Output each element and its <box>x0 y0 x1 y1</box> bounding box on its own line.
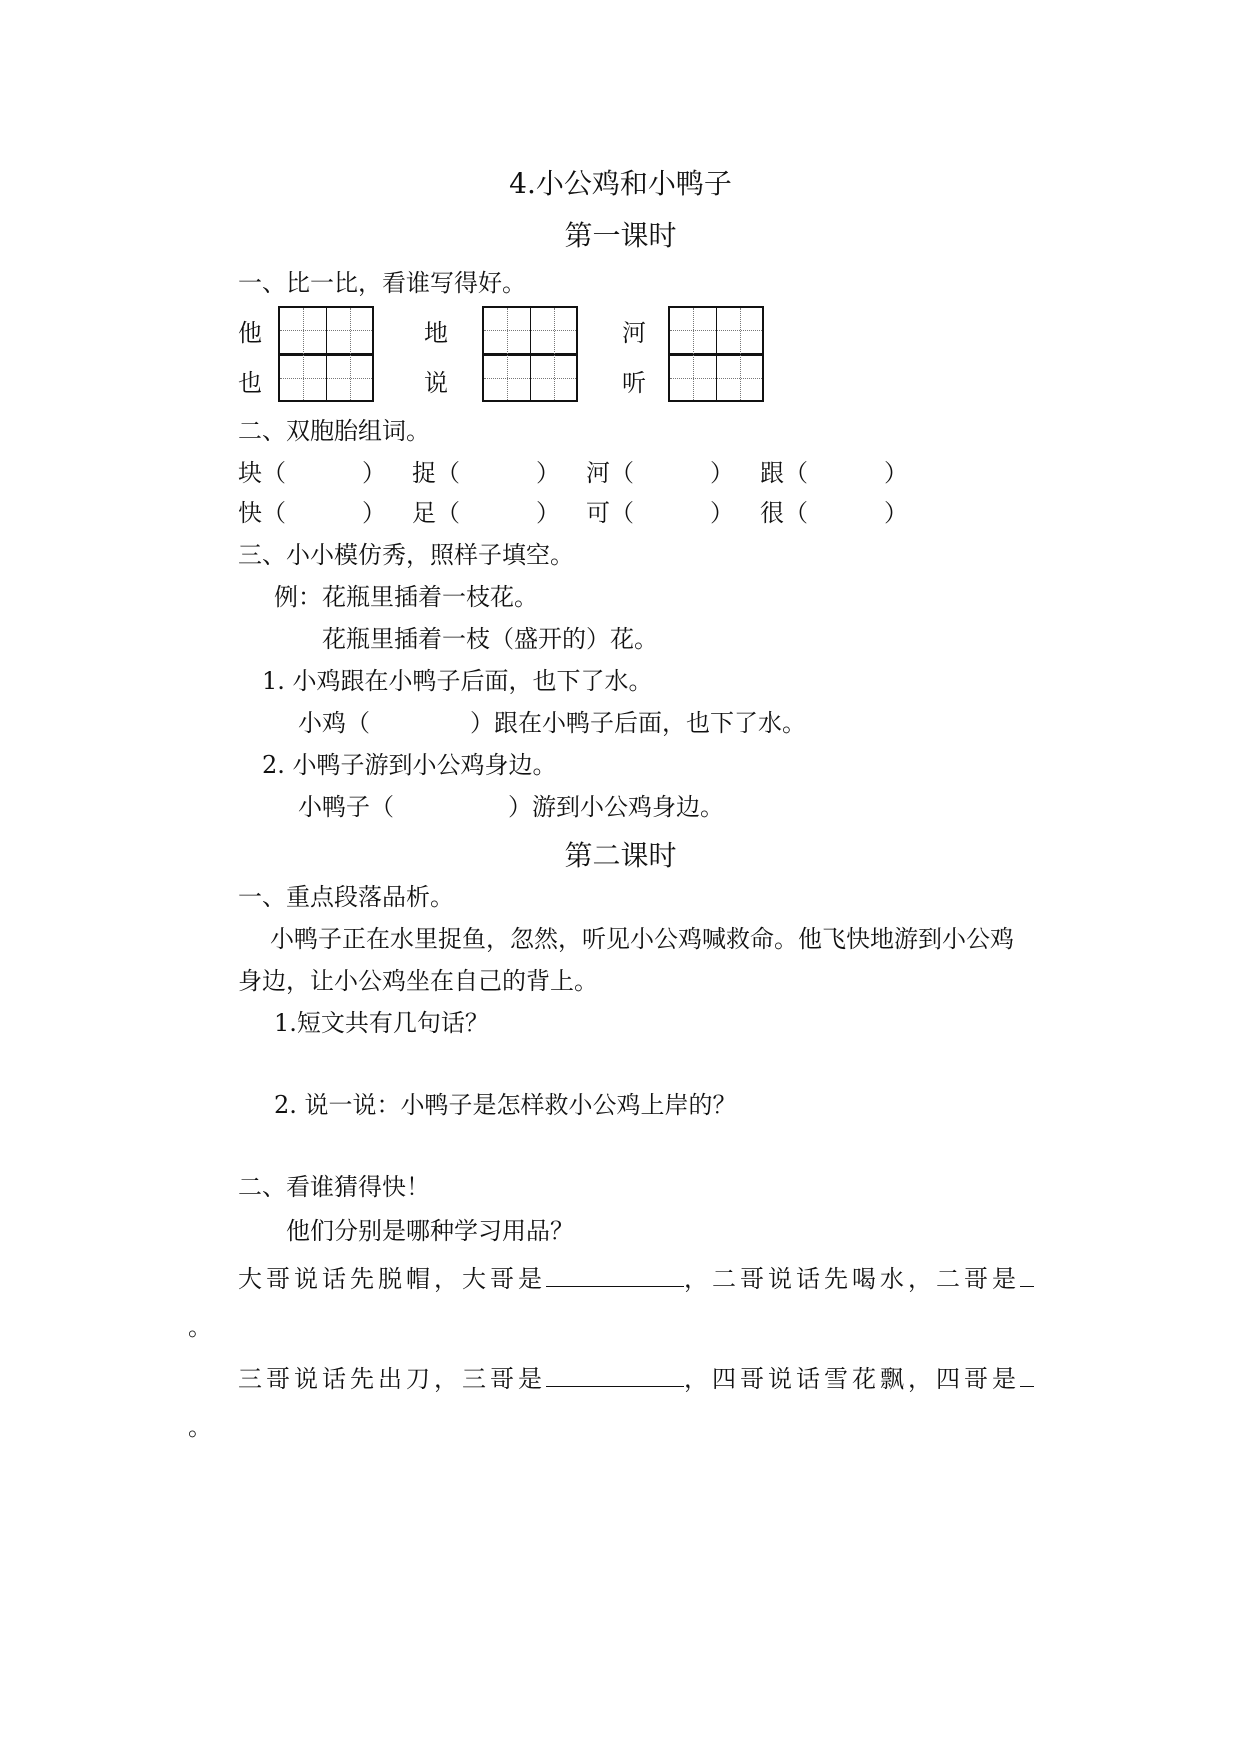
sub-question-2: 2. 说一说：小鸭子是怎样救小公鸡上岸的？ <box>274 1091 737 1119</box>
period: 。 <box>188 1413 212 1441</box>
close-paren: ） <box>536 459 560 487</box>
riddle-prompt: 他们分别是哪种学习用品？ <box>286 1217 574 1245</box>
word-pair-2b: 足（ <box>412 499 460 527</box>
passage-line-2: 身边，让小公鸡坐在自己的背上。 <box>238 967 598 995</box>
pair1-bottom-char: 也 <box>238 369 262 397</box>
lesson1-heading: 第一课时 <box>564 219 677 252</box>
riddle-line-2 <box>238 1362 1034 1394</box>
q3-item2-fill-start: 小鸭子（ <box>298 793 394 821</box>
close-paren: ） <box>884 459 908 487</box>
q1-title: 一、比一比，看谁写得好。 <box>238 269 526 297</box>
close-paren: ） <box>362 499 386 527</box>
sub-question-1: 1.短文共有几句话？ <box>274 1009 489 1037</box>
word-pair-4a: 跟（ <box>760 459 808 487</box>
word-pair-4b: 很（ <box>760 499 808 527</box>
word-pair-1b: 快（ <box>238 499 286 527</box>
word-pair-1a: 块（ <box>238 459 286 487</box>
riddle-2-part-a: 三哥说话先出刀，三哥是 <box>238 1365 546 1393</box>
word-pair-2a: 捉（ <box>412 459 460 487</box>
q3-title: 三、小小模仿秀，照样子填空。 <box>238 541 574 569</box>
q3-example-answer: 花瓶里插着一枝（盛开的）花。 <box>322 625 658 653</box>
pair3-top-char: 河 <box>622 319 646 347</box>
close-paren: ） <box>536 499 560 527</box>
q3-item1-fill-end: ）跟在小鸭子后面，也下了水。 <box>470 709 806 737</box>
answer-blank-1[interactable] <box>546 1262 684 1287</box>
riddle-1-part-a: 大哥说话先脱帽，大哥是 <box>238 1265 546 1293</box>
close-paren: ） <box>710 459 734 487</box>
close-paren: ） <box>362 459 386 487</box>
lesson2-heading: 第二课时 <box>564 839 677 872</box>
riddle-1-part-b: ，二哥说话先喝水，二哥是 <box>684 1265 1020 1293</box>
writing-grid-1[interactable] <box>278 306 374 402</box>
l2-q2-title: 二、看谁猜得快！ <box>238 1173 430 1201</box>
pair1-top-char: 他 <box>238 319 262 347</box>
answer-blank-4[interactable] <box>1020 1362 1034 1387</box>
pair3-bottom-char: 听 <box>622 369 646 397</box>
l2-q1-title: 一、重点段落品析。 <box>238 883 454 911</box>
close-paren: ） <box>884 499 908 527</box>
q3-item1-fill-start: 小鸡（ <box>298 709 370 737</box>
passage-line-1: 小鸭子正在水里捉鱼，忽然，听见小公鸡喊救命。他飞快地游到小公鸡 <box>270 925 1014 953</box>
word-pair-3b: 可（ <box>586 499 634 527</box>
pair2-bottom-char: 说 <box>424 369 448 397</box>
word-pair-3a: 河（ <box>586 459 634 487</box>
answer-blank-3[interactable] <box>546 1362 684 1387</box>
q3-example: 例：花瓶里插着一枝花。 <box>274 583 538 611</box>
q3-item2-fill-end: ）游到小公鸡身边。 <box>508 793 724 821</box>
q3-item2: 2. 小鸭子游到小公鸡身边。 <box>262 751 557 779</box>
close-paren: ） <box>710 499 734 527</box>
writing-grid-3[interactable] <box>668 306 764 402</box>
q3-item1: 1. 小鸡跟在小鸭子后面，也下了水。 <box>262 667 653 695</box>
period: 。 <box>188 1313 212 1341</box>
pair2-top-char: 地 <box>424 319 448 347</box>
riddle-2-part-b: ，四哥说话雪花飘，四哥是 <box>684 1365 1020 1393</box>
riddle-line-1 <box>238 1262 1034 1294</box>
q2-title: 二、双胞胎组词。 <box>238 417 430 445</box>
document-title: 4.小公鸡和小鸭子 <box>509 167 732 200</box>
writing-grid-2[interactable] <box>482 306 578 402</box>
answer-blank-2[interactable] <box>1020 1262 1034 1287</box>
